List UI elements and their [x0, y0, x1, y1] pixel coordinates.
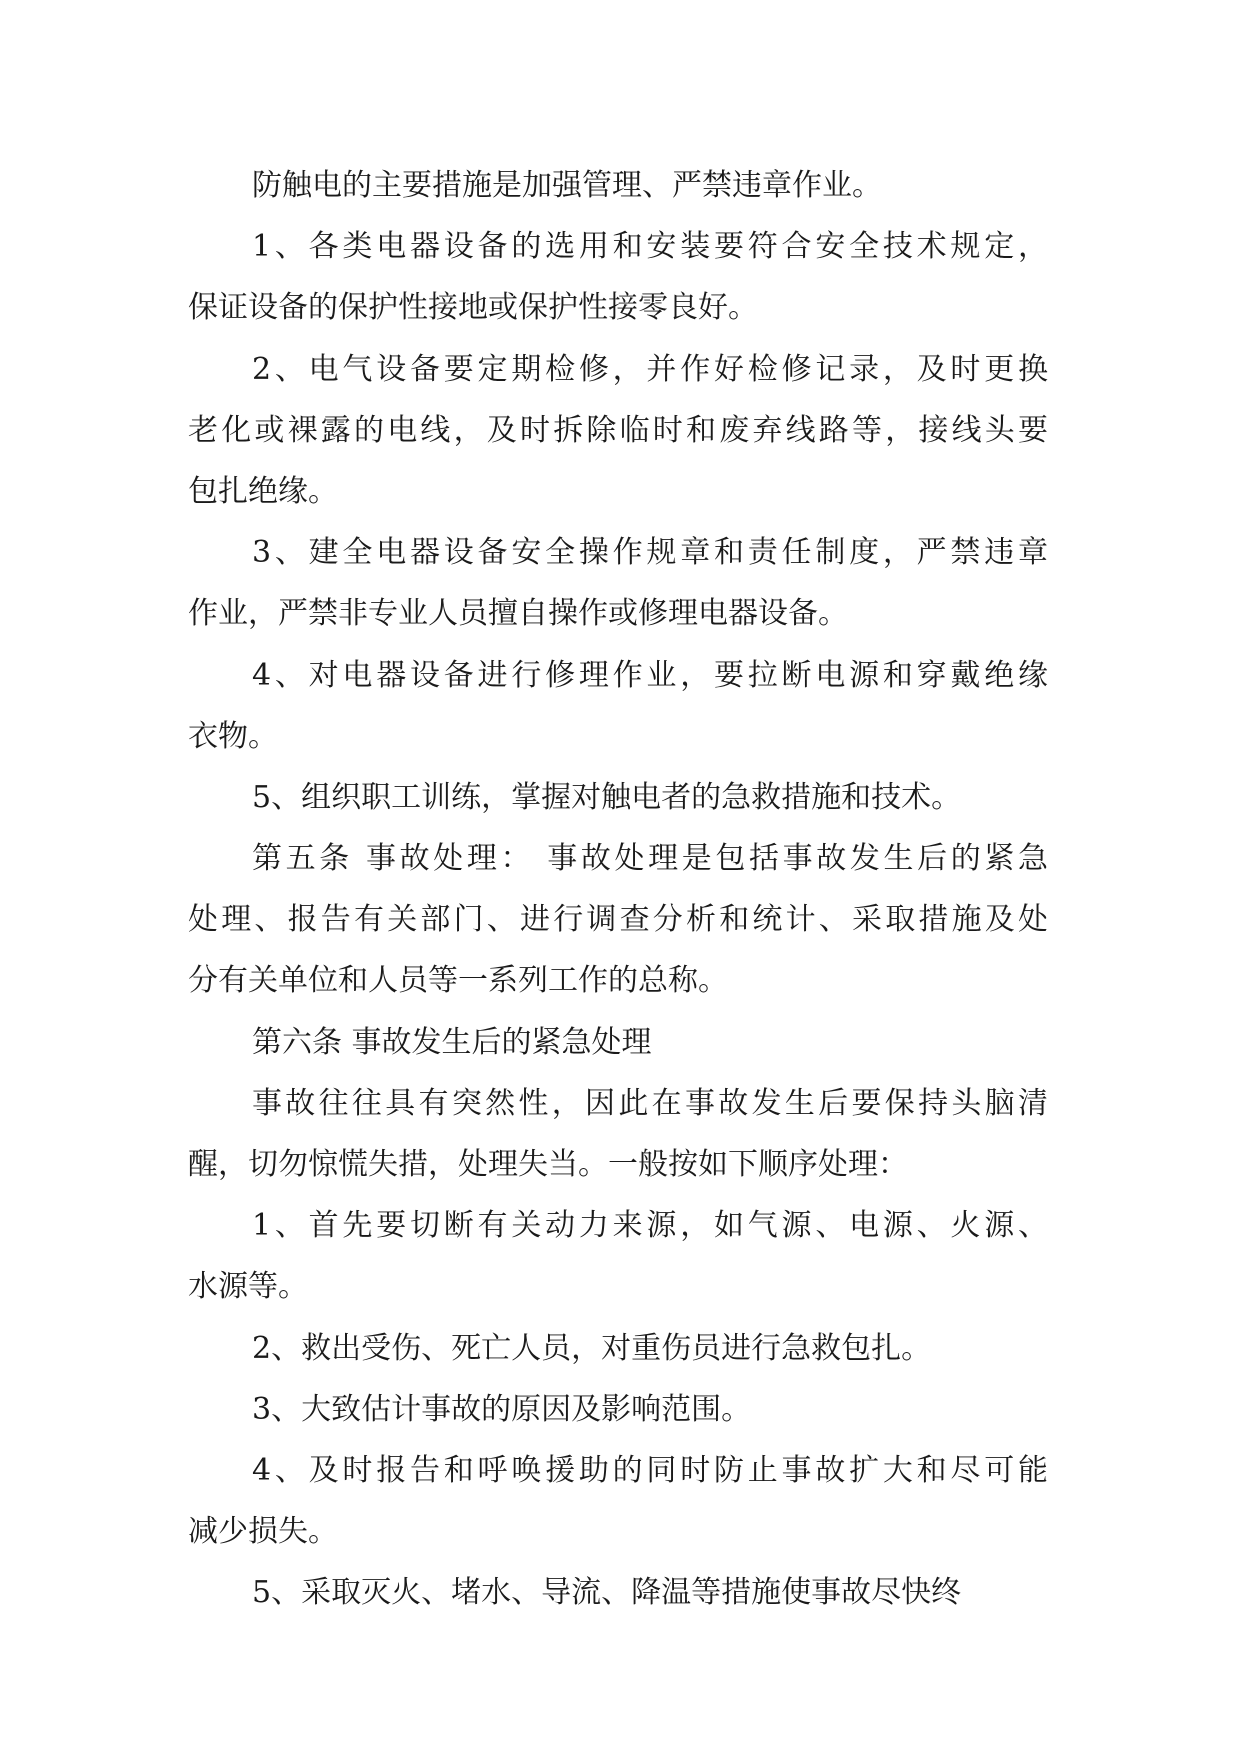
paragraph — [188, 522, 1048, 644]
paragraph — [188, 1012, 1048, 1073]
text-line: 5、采取灭火、堵水、导流、降温等措施使事故尽快终 — [252, 1575, 962, 1611]
paragraph — [188, 1440, 1048, 1562]
paragraph — [188, 339, 1048, 523]
text-line: 第六条 事故发生后的紧急处理 — [252, 1024, 652, 1060]
text-line: 减少损失。 — [188, 1514, 338, 1550]
text-line: 醒，切勿惊慌失措，处理失当。一般按如下顺序处理： — [188, 1147, 908, 1182]
text-line: 第五条 事故处理： 事故处理是包括事故发生后的紧急 — [252, 841, 1048, 877]
paragraph — [188, 828, 1048, 1012]
text-line: 1、各类电器设备的选用和安装要符合安全技术规定， — [252, 229, 1048, 265]
paragraph — [188, 1562, 1048, 1623]
text-line: 4、及时报告和呼唤援助的同时防止事故扩大和尽可能 — [252, 1452, 1048, 1488]
document-body — [188, 155, 1048, 1624]
text-line: 2、救出受伤、死亡人员，对重伤员进行急救包扎。 — [252, 1330, 932, 1366]
paragraph — [188, 1318, 1048, 1379]
text-line: 保证设备的保护性接地或保护性接零良好。 — [188, 290, 758, 326]
text-line: 事故往往具有突然性，因此在事故发生后要保持头脑清 — [252, 1085, 1048, 1121]
text-line: 1、首先要切断有关动力来源，如气源、电源、火源、 — [252, 1208, 1048, 1244]
text-line: 3、大致估计事故的原因及影响范围。 — [252, 1391, 752, 1427]
text-line: 衣物。 — [188, 718, 278, 754]
text-line: 包扎绝缘。 — [188, 473, 338, 509]
text-line: 2、电气设备要定期检修，并作好检修记录，及时更换 — [252, 351, 1048, 387]
text-line: 防触电的主要措施是加强管理、严禁违章作业。 — [252, 168, 882, 203]
text-line: 作业，严禁非专业人员擅自操作或修理电器设备。 — [188, 596, 848, 632]
paragraph — [188, 1379, 1048, 1440]
text-line: 3、建全电器设备安全操作规章和责任制度，严禁违章 — [252, 535, 1048, 571]
paragraph — [188, 155, 1048, 216]
paragraph — [188, 767, 1048, 828]
paragraph — [188, 1073, 1048, 1195]
text-line: 水源等。 — [188, 1269, 308, 1305]
paragraph — [188, 216, 1048, 338]
paragraph — [188, 1195, 1048, 1317]
text-line: 5、组织职工训练，掌握对触电者的急救措施和技术。 — [252, 779, 962, 815]
paragraph — [188, 645, 1048, 767]
text-line: 老化或裸露的电线，及时拆除临时和废弃线路等，接线头要 — [188, 412, 1048, 448]
text-line: 分有关单位和人员等一系列工作的总称。 — [188, 963, 728, 999]
text-line: 4、对电器设备进行修理作业，要拉断电源和穿戴绝缘 — [252, 657, 1048, 693]
text-line: 处理、报告有关部门、进行调查分析和统计、采取措施及处 — [188, 902, 1048, 938]
